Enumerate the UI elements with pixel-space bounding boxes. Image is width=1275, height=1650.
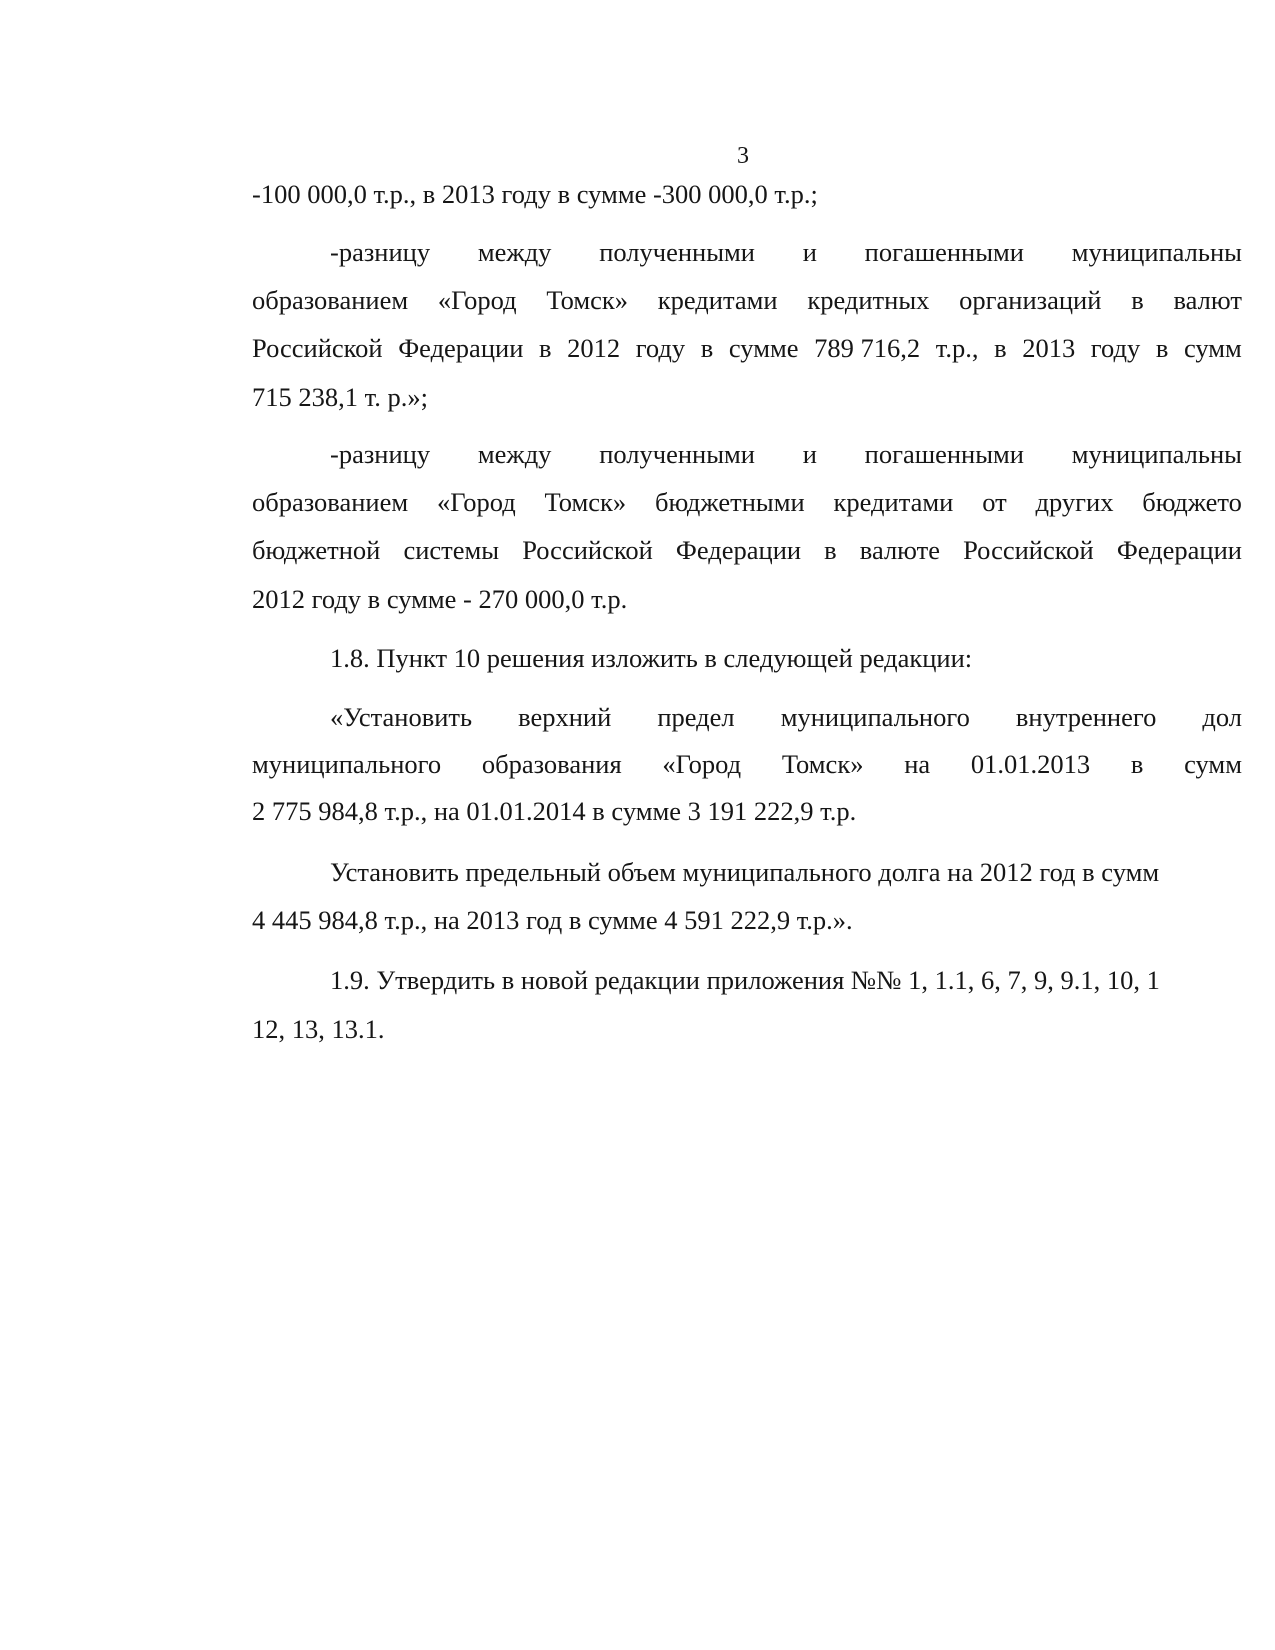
word: «Город [436,487,516,517]
word: дол [1202,702,1242,732]
word: муниципальны [1071,237,1242,267]
word: кредитами [833,487,954,517]
word: образованием [252,285,409,315]
word: от [982,487,1007,517]
word: сумм [1183,333,1242,363]
word: полученными [599,439,755,469]
word: муниципального [780,702,970,732]
word: системы [403,535,500,565]
text-line [252,534,1242,566]
word: году [1090,333,1141,363]
word: Федерации [398,333,524,363]
word: в [994,333,1007,363]
word: году [635,333,686,363]
word: 789 716,2 [814,333,921,363]
word: образования [481,749,622,779]
word: в [824,535,837,565]
word: между [477,439,552,469]
word: бюджетными [655,487,805,517]
word: валют [1173,285,1242,315]
word: на [904,749,931,779]
word: в [1131,285,1144,315]
word: в [1130,749,1144,779]
word: между [477,237,552,267]
word: сумм [1184,749,1242,779]
word: и [802,237,817,267]
word: Томск» [546,285,628,315]
word: полученными [599,237,755,267]
text-line: -100 000,0 т.р., в 2013 году в сумме -300 000,0 т.р.; [252,179,818,209]
text-line [252,748,1242,780]
word: в [700,333,714,363]
word: муниципального [252,749,442,779]
word: валюте [859,535,940,565]
word: в [1155,333,1169,363]
word: «Город [662,749,742,779]
word: образованием [252,487,409,517]
word: «Город [437,285,517,315]
word: Российской [963,535,1094,565]
word: «Установить [330,702,473,732]
word: Российской [252,333,383,363]
word: Томск» [544,487,627,517]
text-line: 2012 году в сумме - 270 000,0 т.р. [252,584,628,614]
word: 01.01.2013 [970,749,1091,779]
word: Томск» [781,749,864,779]
word: 2013 [1022,333,1076,363]
text-line [330,701,1242,733]
text-line [330,438,1242,470]
word: других [1035,487,1114,517]
word: и [802,439,817,469]
word: предел [657,702,735,732]
text-line [252,284,1242,316]
word: в [538,333,552,363]
word: бюджето [1142,487,1242,517]
text-line: 2 775 984,8 т.р., на 01.01.2014 в сумме 3 191 222,9 т.р. [252,796,857,826]
text-line [252,332,1242,364]
word: бюджетной [252,535,381,565]
text-line: 12, 13, 13.1. [252,1014,385,1044]
text-line [330,236,1242,268]
word: Российской [522,535,653,565]
section-heading: 1.8. Пункт 10 решения изложить в следующей редакции: [330,643,973,673]
word: кредитных [807,285,930,315]
word: -разницу [330,439,431,469]
word: т.р., [935,333,979,363]
text-line: 715 238,1 т. р.»; [252,382,428,412]
text-line [252,486,1242,518]
word: кредитами [657,285,778,315]
word: погашенными [864,237,1024,267]
word: внутреннего [1015,702,1157,732]
word: -разницу [330,237,431,267]
text-line: 4 445 984,8 т.р., на 2013 год в сумме 4 591 222,9 т.р.». [252,905,853,935]
word: Федерации [675,535,802,565]
word: погашенными [864,439,1024,469]
word: 2012 [567,333,621,363]
word: муниципальны [1071,439,1242,469]
section-heading: 1.9. Утвердить в новой редакции приложения №№ 1, 1.1, 6, 7, 9, 9.1, 10, 1 [330,965,1160,995]
word: сумме [728,333,799,363]
word: верхний [518,702,612,732]
page-number: 3 [737,143,749,169]
word: организаций [959,285,1102,315]
text-line: Установить предельный объем муниципального долга на 2012 год в сумм [330,857,1160,887]
word: Федерации [1116,535,1242,565]
